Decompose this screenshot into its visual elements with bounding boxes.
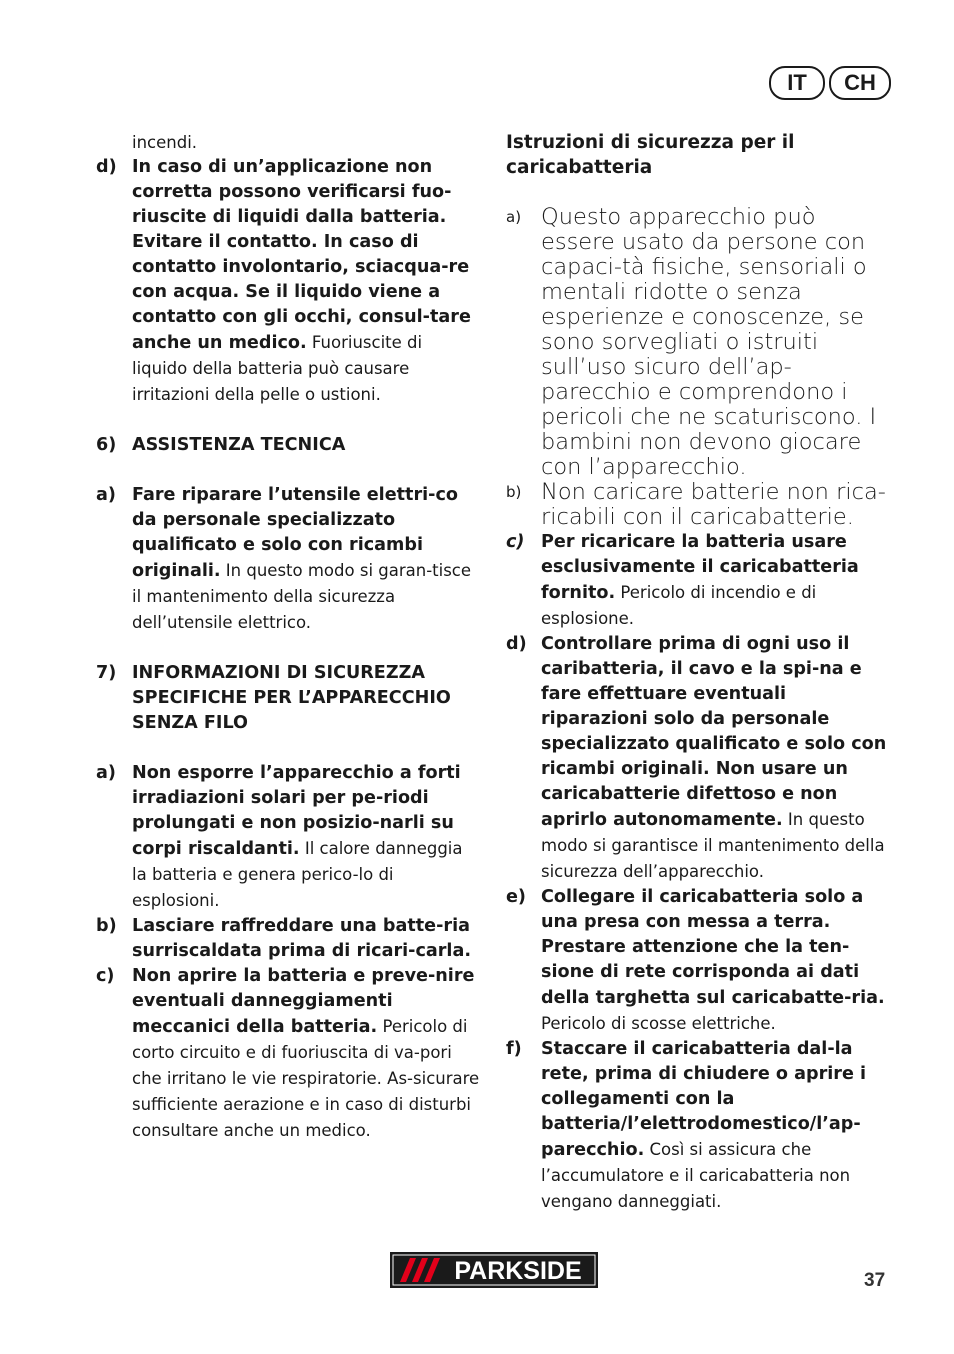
list-item-b — [506, 480, 894, 530]
item-bold-text: In caso di un’applicazione non corretta possono verificarsi fuo-riuscite di liquidi dalla batteria. Evitare il contatto. In caso di contatto involontario, sciacqua-re con acqua. Se il liquido viene a contatto con gli occhi, consul-tare anche un medico. — [132, 157, 471, 353]
page-number: 37 — [864, 1270, 886, 1291]
section-heading: Istruzioni di sicurezza per il caricabatteria — [506, 132, 795, 178]
left-column — [96, 130, 480, 1144]
logo-text: PARKSIDE — [454, 1257, 582, 1285]
item-text — [132, 964, 480, 1144]
item-marker: a) — [96, 485, 116, 505]
item-normal-text: Fuoriuscite di liquido della batteria può causare irritazioni della pelle o ustioni. — [132, 333, 423, 404]
right-column — [506, 130, 894, 1215]
list-item-7b — [96, 914, 480, 964]
list-item-7a — [96, 761, 480, 914]
item-bold-text: Non esporre l’apparecchio a forti irradiazioni solari per pe-riodi prolungati e non posizio-narli su corpi riscaldanti. — [132, 763, 461, 859]
item-text — [132, 914, 480, 964]
item-text — [541, 1037, 894, 1215]
section-title: ASSISTENZA TECNICA — [132, 435, 346, 455]
language-badge-ch: CH — [829, 66, 891, 100]
item-text: Non caricare batterie non rica-ricabili con il caricabatterie. — [541, 479, 886, 530]
item-marker: b) — [506, 483, 522, 501]
item-text — [132, 761, 480, 914]
item-bold-text: Non aprire la batteria e preve-nire eventuali danneggiamenti meccanici della batteria. — [132, 966, 475, 1037]
list-item-6a — [96, 483, 480, 636]
list-item-a — [506, 205, 894, 480]
item-marker: d) — [506, 634, 527, 654]
item-normal-text: In questo modo si garantisce il mantenimento della sicurezza dell’apparecchio. — [541, 810, 885, 881]
item-normal-text: Pericolo di scosse elettriche. — [541, 1014, 776, 1033]
item-bold-text: Staccare il caricabatteria dal-la rete, prima di chiudere o aprire i collegamenti con la batteria/l’elettrodomestico/l’ap-parecchio. — [541, 1039, 867, 1160]
list-item-f — [506, 1037, 894, 1215]
item-normal-text: In questo modo si garan-tisce il mantenimento della sicurezza dell’utensile elettrico. — [132, 561, 472, 632]
item-text — [541, 632, 894, 885]
item-bold-text: Lasciare raffreddare una batte-ria surriscaldata prima di ricari-carla. — [132, 916, 472, 961]
item-marker: d) — [96, 157, 117, 177]
item-text — [541, 530, 894, 632]
section-heading-6 — [96, 433, 480, 458]
item-marker: c) — [96, 966, 115, 986]
item-text — [132, 483, 480, 636]
item-text — [132, 155, 480, 408]
section-number: 6) — [96, 435, 117, 455]
section-title: INFORMAZIONI DI SICUREZZA SPECIFICHE PER L’APPARECCHIO SENZA FILO — [132, 663, 451, 733]
item-marker: a) — [96, 763, 116, 783]
item-text: Questo apparecchio può essere usato da persone con capaci-tà fisiche, sensoriali o mentali ridotte o senza esperienze e conoscenze, se sono sorvegliati o istruiti sull’uso sicuro dell’ap-parecchio e comprendono i pericoli che ne scaturiscono. I bambini non devono giocare con l’apparecchio. — [541, 204, 877, 480]
item-text — [541, 885, 894, 1037]
item-bold-text: Fare riparare l’utensile elettri-co da personale specializzato qualificato e solo con ricambi originali. — [132, 485, 458, 581]
list-item-7c — [96, 964, 480, 1144]
item-normal-text: Il calore danneggia la batteria e genera perico-lo di esplosioni. — [132, 839, 463, 910]
list-item-d — [506, 632, 894, 885]
continued-text: incendi. — [132, 133, 198, 152]
section-heading-7 — [96, 661, 480, 736]
item-marker: a) — [506, 208, 522, 226]
parkside-logo — [390, 1252, 598, 1288]
item-bold-text: Collegare il caricabatteria solo a una presa con messa a terra. Prestare attenzione che la ten-sione di rete corrisponda ai dati della targhetta sul caricabatte-ria. — [541, 887, 885, 1008]
item-marker: b) — [96, 916, 117, 936]
language-badge-it: IT — [769, 66, 825, 100]
item-normal-text: Così si assicura che l’accumulatore e il caricabatteria non vengano danneggiati. — [541, 1140, 851, 1211]
item-marker: e) — [506, 887, 526, 907]
item-bold-text: Per ricaricare la batteria usare esclusivamente il caricabatteria fornito. — [541, 532, 859, 603]
item-bold-text: Controllare prima di ogni uso il caribatteria, il cavo e la spi-na e fare effettuare eventuali riparazioni solo da personale specializzato qualificato e solo con ricambi originali. Non usare un caricabatterie difettoso e non aprirlo autonomamente. — [541, 634, 887, 830]
list-item-e — [506, 885, 894, 1037]
item-marker: f) — [506, 1039, 522, 1059]
item-marker: c) — [506, 532, 525, 552]
section-number: 7) — [96, 663, 117, 683]
item-normal-text: Pericolo di incendio e di esplosione. — [541, 583, 817, 628]
item-normal-text: Pericolo di corto circuito e di fuoriuscita di va-pori che irritano le vie respiratorie. As-sicurare sufficiente aerazione e in caso di disturbi consultare anche un medico. — [132, 1017, 480, 1140]
list-item-d — [96, 155, 480, 408]
list-item-c — [506, 530, 894, 632]
